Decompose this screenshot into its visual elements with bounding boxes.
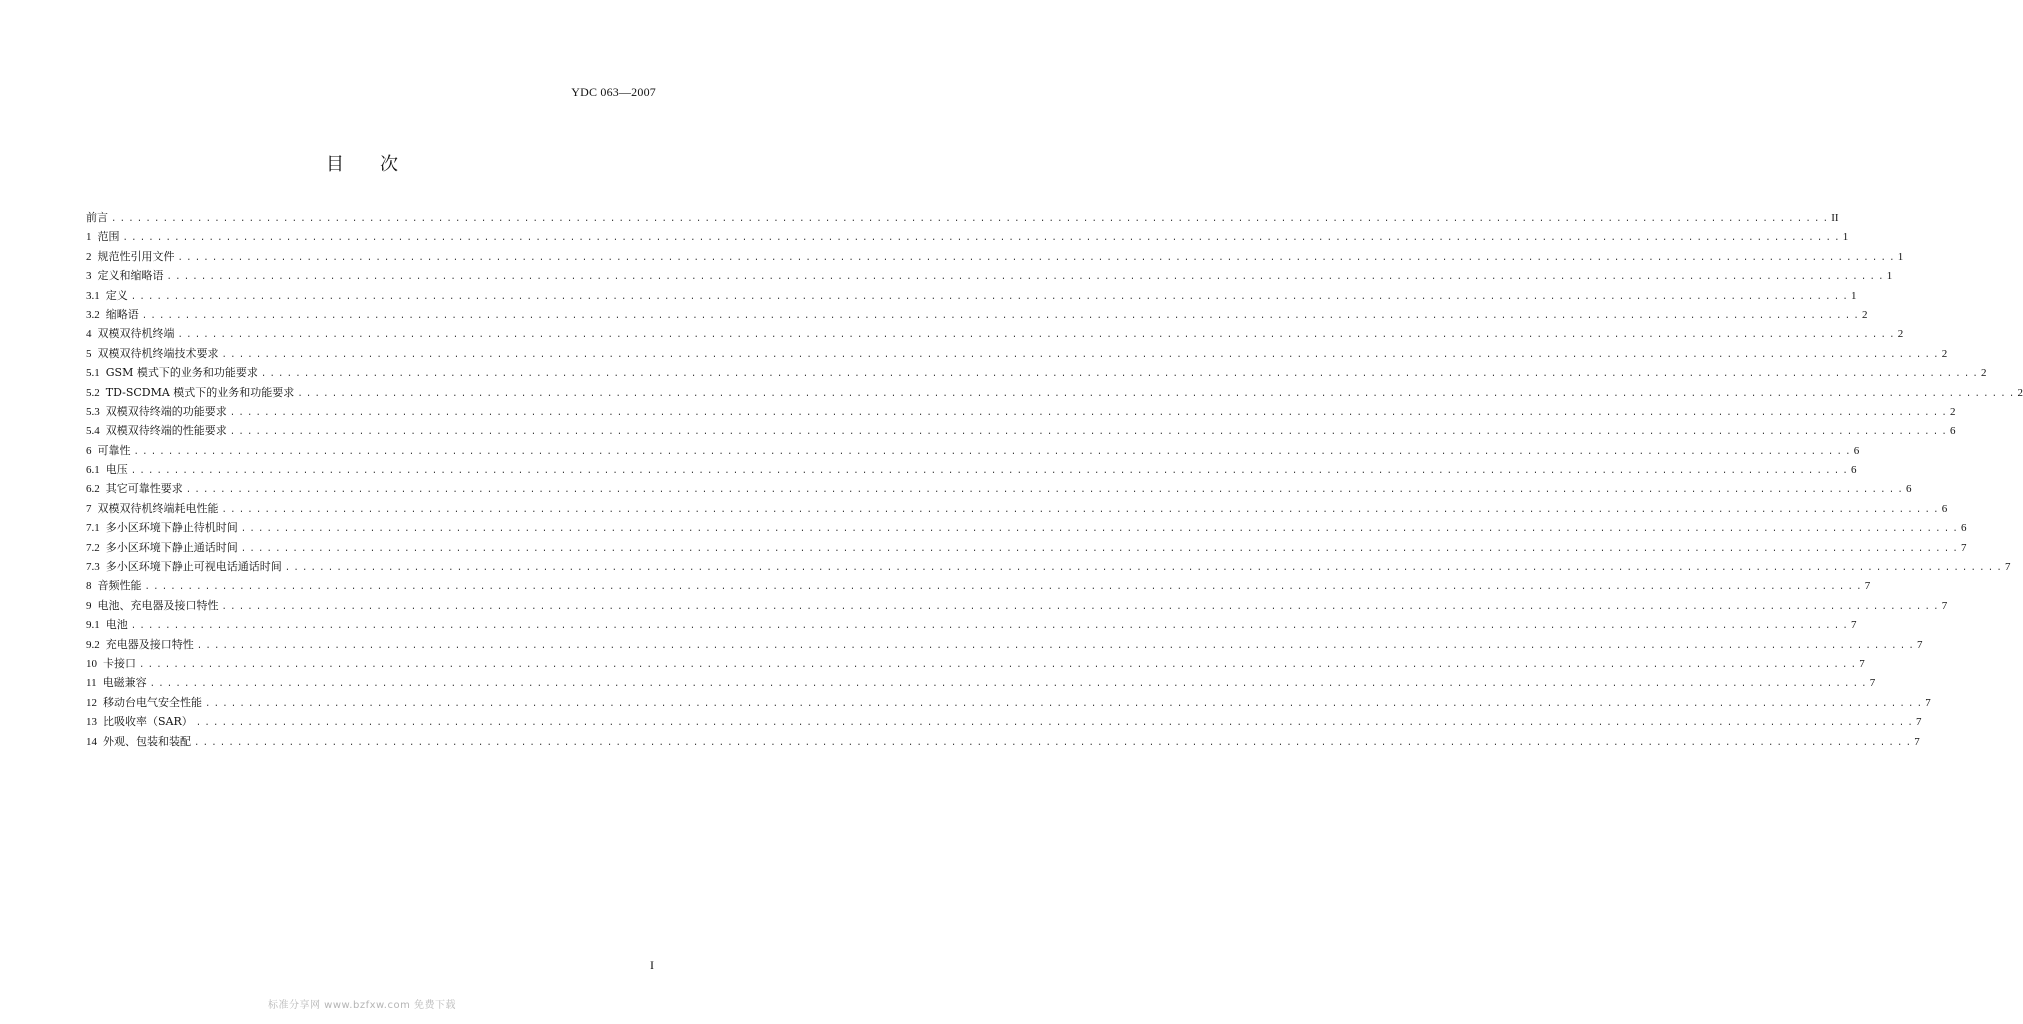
toc-entry-text: 比吸收率（SAR） bbox=[103, 715, 193, 729]
toc-dot-leader: ........................................................................................................................................................................................................ bbox=[130, 621, 1851, 632]
toc-entry-text: 可靠性 bbox=[97, 443, 131, 457]
toc-entry-label bbox=[86, 596, 222, 616]
toc-entry-page: 7 bbox=[1960, 541, 1967, 554]
toc-entry[interactable] bbox=[86, 615, 1857, 634]
toc-entry-page: 6 bbox=[1850, 464, 1857, 477]
toc-dot-leader: ........................................................................................................................................................................................................ bbox=[130, 291, 1851, 302]
toc-entry-label bbox=[86, 712, 196, 732]
toc-entry[interactable] bbox=[86, 479, 1912, 498]
toc-dot-leader: ........................................................................................................................................................................................................ bbox=[111, 214, 1832, 224]
toc-entry-number: 7.1 bbox=[86, 522, 100, 535]
toc-entry-page: 2 bbox=[2017, 386, 2023, 399]
toc-entry-page: 6 bbox=[1853, 444, 1860, 457]
toc-entry-text: 双模双待终端的功能要求 bbox=[105, 404, 227, 418]
toc-entry[interactable] bbox=[86, 363, 1987, 382]
toc-dot-leader: ........................................................................................................................................................................................................ bbox=[221, 349, 1942, 360]
toc-entry[interactable] bbox=[86, 421, 1956, 440]
toc-entry-page: 2 bbox=[1981, 367, 1987, 380]
toc-title-part1: 目 bbox=[326, 154, 344, 175]
watermark: 标准分享网 www.bzfxw.com 免费下载 bbox=[268, 1000, 456, 1011]
toc-entry-label bbox=[86, 324, 178, 344]
toc-entry-page: 6 bbox=[1941, 502, 1948, 515]
toc-entry-page: 1 bbox=[1886, 270, 1893, 283]
toc-entry-number: 9 bbox=[86, 599, 92, 612]
toc-entry-page: 1 bbox=[1842, 231, 1849, 244]
toc-entry-page: II bbox=[1831, 212, 1839, 224]
toc-entry-text: 定义 bbox=[105, 288, 128, 302]
toc-entry[interactable] bbox=[86, 286, 1857, 305]
toc-entry[interactable] bbox=[86, 344, 1948, 363]
toc-entry-number: 6.1 bbox=[86, 464, 100, 477]
toc-entry[interactable] bbox=[86, 208, 1839, 227]
toc-entry[interactable] bbox=[86, 460, 1857, 479]
toc-entry-label bbox=[86, 654, 139, 674]
toc-entry-text: 电池 bbox=[105, 618, 128, 632]
toc-entry-number: 7.2 bbox=[86, 541, 100, 554]
toc-entry-page: 6 bbox=[1905, 483, 1912, 496]
toc-entry-label bbox=[86, 499, 222, 519]
toc-entry-number: 9.2 bbox=[86, 638, 100, 651]
toc-entry-page: 7 bbox=[1941, 599, 1948, 612]
toc-entry[interactable] bbox=[86, 305, 1868, 324]
page-number: I bbox=[650, 958, 654, 972]
toc-entry-label bbox=[86, 576, 145, 596]
toc-entry-number: 3 bbox=[86, 270, 92, 283]
toc-entry-text: 充电器及接口特性 bbox=[105, 637, 194, 651]
toc-dot-leader: ........................................................................................................................................................................................................ bbox=[284, 563, 2005, 574]
toc-dot-leader: ........................................................................................................................................................................................................ bbox=[240, 543, 1961, 554]
toc-dot-leader: ........................................................................................................................................................................................................ bbox=[144, 582, 1865, 593]
toc-entry-label bbox=[86, 363, 261, 383]
toc-entry-number: 4 bbox=[86, 328, 92, 341]
toc-entry-label bbox=[86, 344, 222, 364]
toc-dot-leader: ........................................................................................................................................................................................................ bbox=[139, 659, 1860, 670]
toc-entry[interactable] bbox=[86, 518, 1967, 537]
toc-entry-label bbox=[86, 286, 131, 306]
toc-entry-text: 移动台电气安全性能 bbox=[103, 695, 202, 709]
toc-entry-label bbox=[86, 479, 186, 499]
toc-entry-text: 双模双待机终端 bbox=[97, 327, 175, 341]
toc-dot-leader: ........................................................................................................................................................................................................ bbox=[229, 407, 1950, 418]
toc-entry-page: 7 bbox=[2004, 561, 2011, 574]
toc-entry-text: 双模双待机终端技术要求 bbox=[97, 346, 219, 360]
toc-entry[interactable] bbox=[86, 557, 2011, 576]
toc-entry-text: 外观、包装和装配 bbox=[103, 734, 191, 748]
toc-entry-number: 11 bbox=[86, 677, 97, 690]
toc-entry-text: 多小区环境下静止可视电话通话时间 bbox=[105, 560, 282, 574]
toc-entry-label bbox=[86, 266, 167, 286]
toc-entry-number: 3.2 bbox=[86, 308, 100, 321]
toc-dot-leader: ........................................................................................................................................................................................................ bbox=[130, 466, 1851, 477]
toc-entry-label bbox=[86, 732, 194, 752]
toc-entry-number: 6 bbox=[86, 444, 92, 457]
toc-entry-number: 5.4 bbox=[86, 425, 100, 438]
toc-entry-number: 5 bbox=[86, 347, 92, 360]
toc-dot-leader: ........................................................................................................................................................................................................ bbox=[122, 233, 1843, 244]
toc-entry-number: 3.1 bbox=[86, 289, 100, 302]
toc-entry[interactable] bbox=[86, 732, 1920, 751]
toc-entry-text: 范围 bbox=[97, 230, 120, 244]
toc-entry-label bbox=[86, 615, 131, 635]
toc-dot-leader: ........................................................................................................................................................................................................ bbox=[205, 698, 1926, 709]
toc-entry[interactable] bbox=[86, 596, 1948, 615]
toc-entry-page: 7 bbox=[1850, 619, 1857, 632]
toc-entry[interactable] bbox=[86, 441, 1860, 460]
toc-entry-page: 2 bbox=[1897, 328, 1904, 341]
table-of-contents bbox=[86, 208, 2023, 751]
toc-entry-page: 6 bbox=[1949, 425, 1956, 438]
toc-entry-number: 1 bbox=[86, 231, 92, 244]
toc-dot-leader: ........................................................................................................................................................................................................ bbox=[194, 737, 1915, 748]
toc-entry[interactable] bbox=[86, 227, 1849, 246]
toc-entry-page: 2 bbox=[1861, 308, 1868, 321]
toc-dot-leader: ........................................................................................................................................................................................................ bbox=[195, 718, 1916, 729]
toc-entry[interactable] bbox=[86, 693, 1931, 712]
toc-entry-page: 1 bbox=[1850, 289, 1857, 302]
toc-entry-label bbox=[86, 305, 142, 325]
toc-dot-leader: ........................................................................................................................................................................................................ bbox=[260, 369, 1982, 380]
toc-entry-number: 5.1 bbox=[86, 367, 100, 380]
toc-entry-text: 多小区环境下静止待机时间 bbox=[105, 521, 238, 535]
toc-entry[interactable] bbox=[86, 538, 1967, 557]
toc-entry-number: 12 bbox=[86, 696, 97, 709]
toc-entry-page: 7 bbox=[1864, 580, 1871, 593]
toc-entry-page: 7 bbox=[1915, 716, 1922, 729]
toc-entry-label bbox=[86, 557, 285, 577]
toc-entry-label bbox=[86, 673, 150, 693]
toc-dot-leader: ........................................................................................................................................................................................................ bbox=[177, 252, 1898, 263]
toc-entry-number: 7 bbox=[86, 502, 92, 515]
toc-entry-label bbox=[86, 208, 111, 227]
toc-entry[interactable] bbox=[86, 576, 1871, 595]
toc-title bbox=[0, 150, 724, 176]
toc-dot-leader: ........................................................................................................................................................................................................ bbox=[133, 446, 1854, 457]
toc-entry-text: TD-SCDMA 模式下的业务和功能要求 bbox=[105, 385, 295, 399]
document-code: YDC 063—2007 bbox=[571, 85, 656, 99]
toc-entry[interactable] bbox=[86, 266, 1893, 285]
toc-entry-text: 电磁兼容 bbox=[102, 676, 147, 690]
toc-entry-label bbox=[86, 635, 197, 655]
toc-dot-leader: ........................................................................................................................................................................................................ bbox=[166, 272, 1887, 283]
toc-entry-label bbox=[86, 441, 134, 461]
toc-dot-leader: ........................................................................................................................................................................................................ bbox=[149, 679, 1870, 690]
toc-entry-page: 2 bbox=[1941, 347, 1948, 360]
toc-entry[interactable] bbox=[86, 673, 1876, 692]
toc-dot-leader: ........................................................................................................................................................................................................ bbox=[141, 310, 1862, 321]
toc-entry-number: 5.2 bbox=[86, 386, 100, 399]
toc-dot-leader: ........................................................................................................................................................................................................ bbox=[297, 388, 2018, 399]
toc-dot-leader: ........................................................................................................................................................................................................ bbox=[221, 601, 1942, 612]
toc-entry-number: 14 bbox=[86, 735, 97, 748]
toc-entry[interactable] bbox=[86, 402, 1956, 421]
toc-entry-label bbox=[86, 402, 230, 422]
toc-entry-label bbox=[86, 227, 123, 247]
toc-entry[interactable] bbox=[86, 247, 1904, 266]
toc-entry-number: 13 bbox=[86, 716, 97, 729]
toc-dot-leader: ........................................................................................................................................................................................................ bbox=[185, 485, 1906, 496]
toc-entry-text: 双模双待机终端耗电性能 bbox=[97, 501, 219, 515]
toc-entry[interactable] bbox=[86, 499, 1948, 518]
toc-entry-page: 1 bbox=[1897, 250, 1904, 263]
toc-entry-number: 8 bbox=[86, 580, 92, 593]
toc-entry-text: 卡接口 bbox=[103, 656, 136, 670]
toc-dot-leader: ........................................................................................................................................................................................................ bbox=[240, 524, 1961, 535]
toc-entry-label bbox=[86, 460, 131, 480]
toc-entry-page: 6 bbox=[1960, 522, 1967, 535]
toc-entry-page: 7 bbox=[1914, 735, 1920, 748]
toc-dot-leader: ........................................................................................................................................................................................................ bbox=[196, 640, 1917, 651]
toc-dot-leader: ........................................................................................................................................................................................................ bbox=[177, 330, 1898, 341]
toc-title-part2: 次 bbox=[380, 154, 398, 175]
toc-entry-page: 7 bbox=[1925, 696, 1931, 709]
toc-entry-number: 9.1 bbox=[86, 619, 100, 632]
toc-entry[interactable] bbox=[86, 712, 1922, 731]
toc-entry-page: 7 bbox=[1859, 657, 1865, 670]
toc-entry-label bbox=[86, 383, 297, 403]
toc-entry-number: 5.3 bbox=[86, 405, 100, 418]
toc-entry[interactable] bbox=[86, 324, 1904, 343]
toc-dot-leader: ........................................................................................................................................................................................................ bbox=[221, 504, 1942, 515]
toc-entry-label bbox=[86, 247, 178, 267]
toc-entry-text: 电池、充电器及接口特性 bbox=[97, 598, 219, 612]
toc-entry-text: 规范性引用文件 bbox=[97, 249, 175, 263]
toc-entry-text: 前言 bbox=[86, 211, 108, 224]
toc-entry-label bbox=[86, 693, 205, 713]
toc-entry-text: 电压 bbox=[105, 463, 128, 477]
toc-entry-label bbox=[86, 518, 241, 538]
toc-entry-label bbox=[86, 421, 230, 441]
toc-entry[interactable] bbox=[86, 654, 1865, 673]
toc-entry-number: 7.3 bbox=[86, 561, 100, 574]
toc-entry-text: 音频性能 bbox=[97, 579, 142, 593]
toc-entry-label bbox=[86, 538, 241, 558]
toc-entry-page: 7 bbox=[1916, 638, 1923, 651]
toc-entry-text: GSM 模式下的业务和功能要求 bbox=[105, 366, 258, 380]
toc-entry-number: 6.2 bbox=[86, 483, 100, 496]
toc-entry-number: 10 bbox=[86, 657, 97, 670]
toc-entry-text: 定义和缩略语 bbox=[97, 269, 164, 283]
toc-entry-text: 多小区环境下静止通话时间 bbox=[105, 540, 238, 554]
toc-entry-text: 其它可靠性要求 bbox=[105, 482, 183, 496]
toc-entry-number: 2 bbox=[86, 250, 92, 263]
toc-entry-text: 缩略语 bbox=[105, 307, 139, 321]
toc-entry[interactable] bbox=[86, 383, 2023, 402]
toc-entry-text: 双模双待终端的性能要求 bbox=[105, 424, 227, 438]
toc-dot-leader: ........................................................................................................................................................................................................ bbox=[229, 427, 1950, 438]
toc-entry[interactable] bbox=[86, 635, 1923, 654]
toc-entry-page: 2 bbox=[1949, 405, 1956, 418]
toc-entry-page: 7 bbox=[1869, 677, 1876, 690]
